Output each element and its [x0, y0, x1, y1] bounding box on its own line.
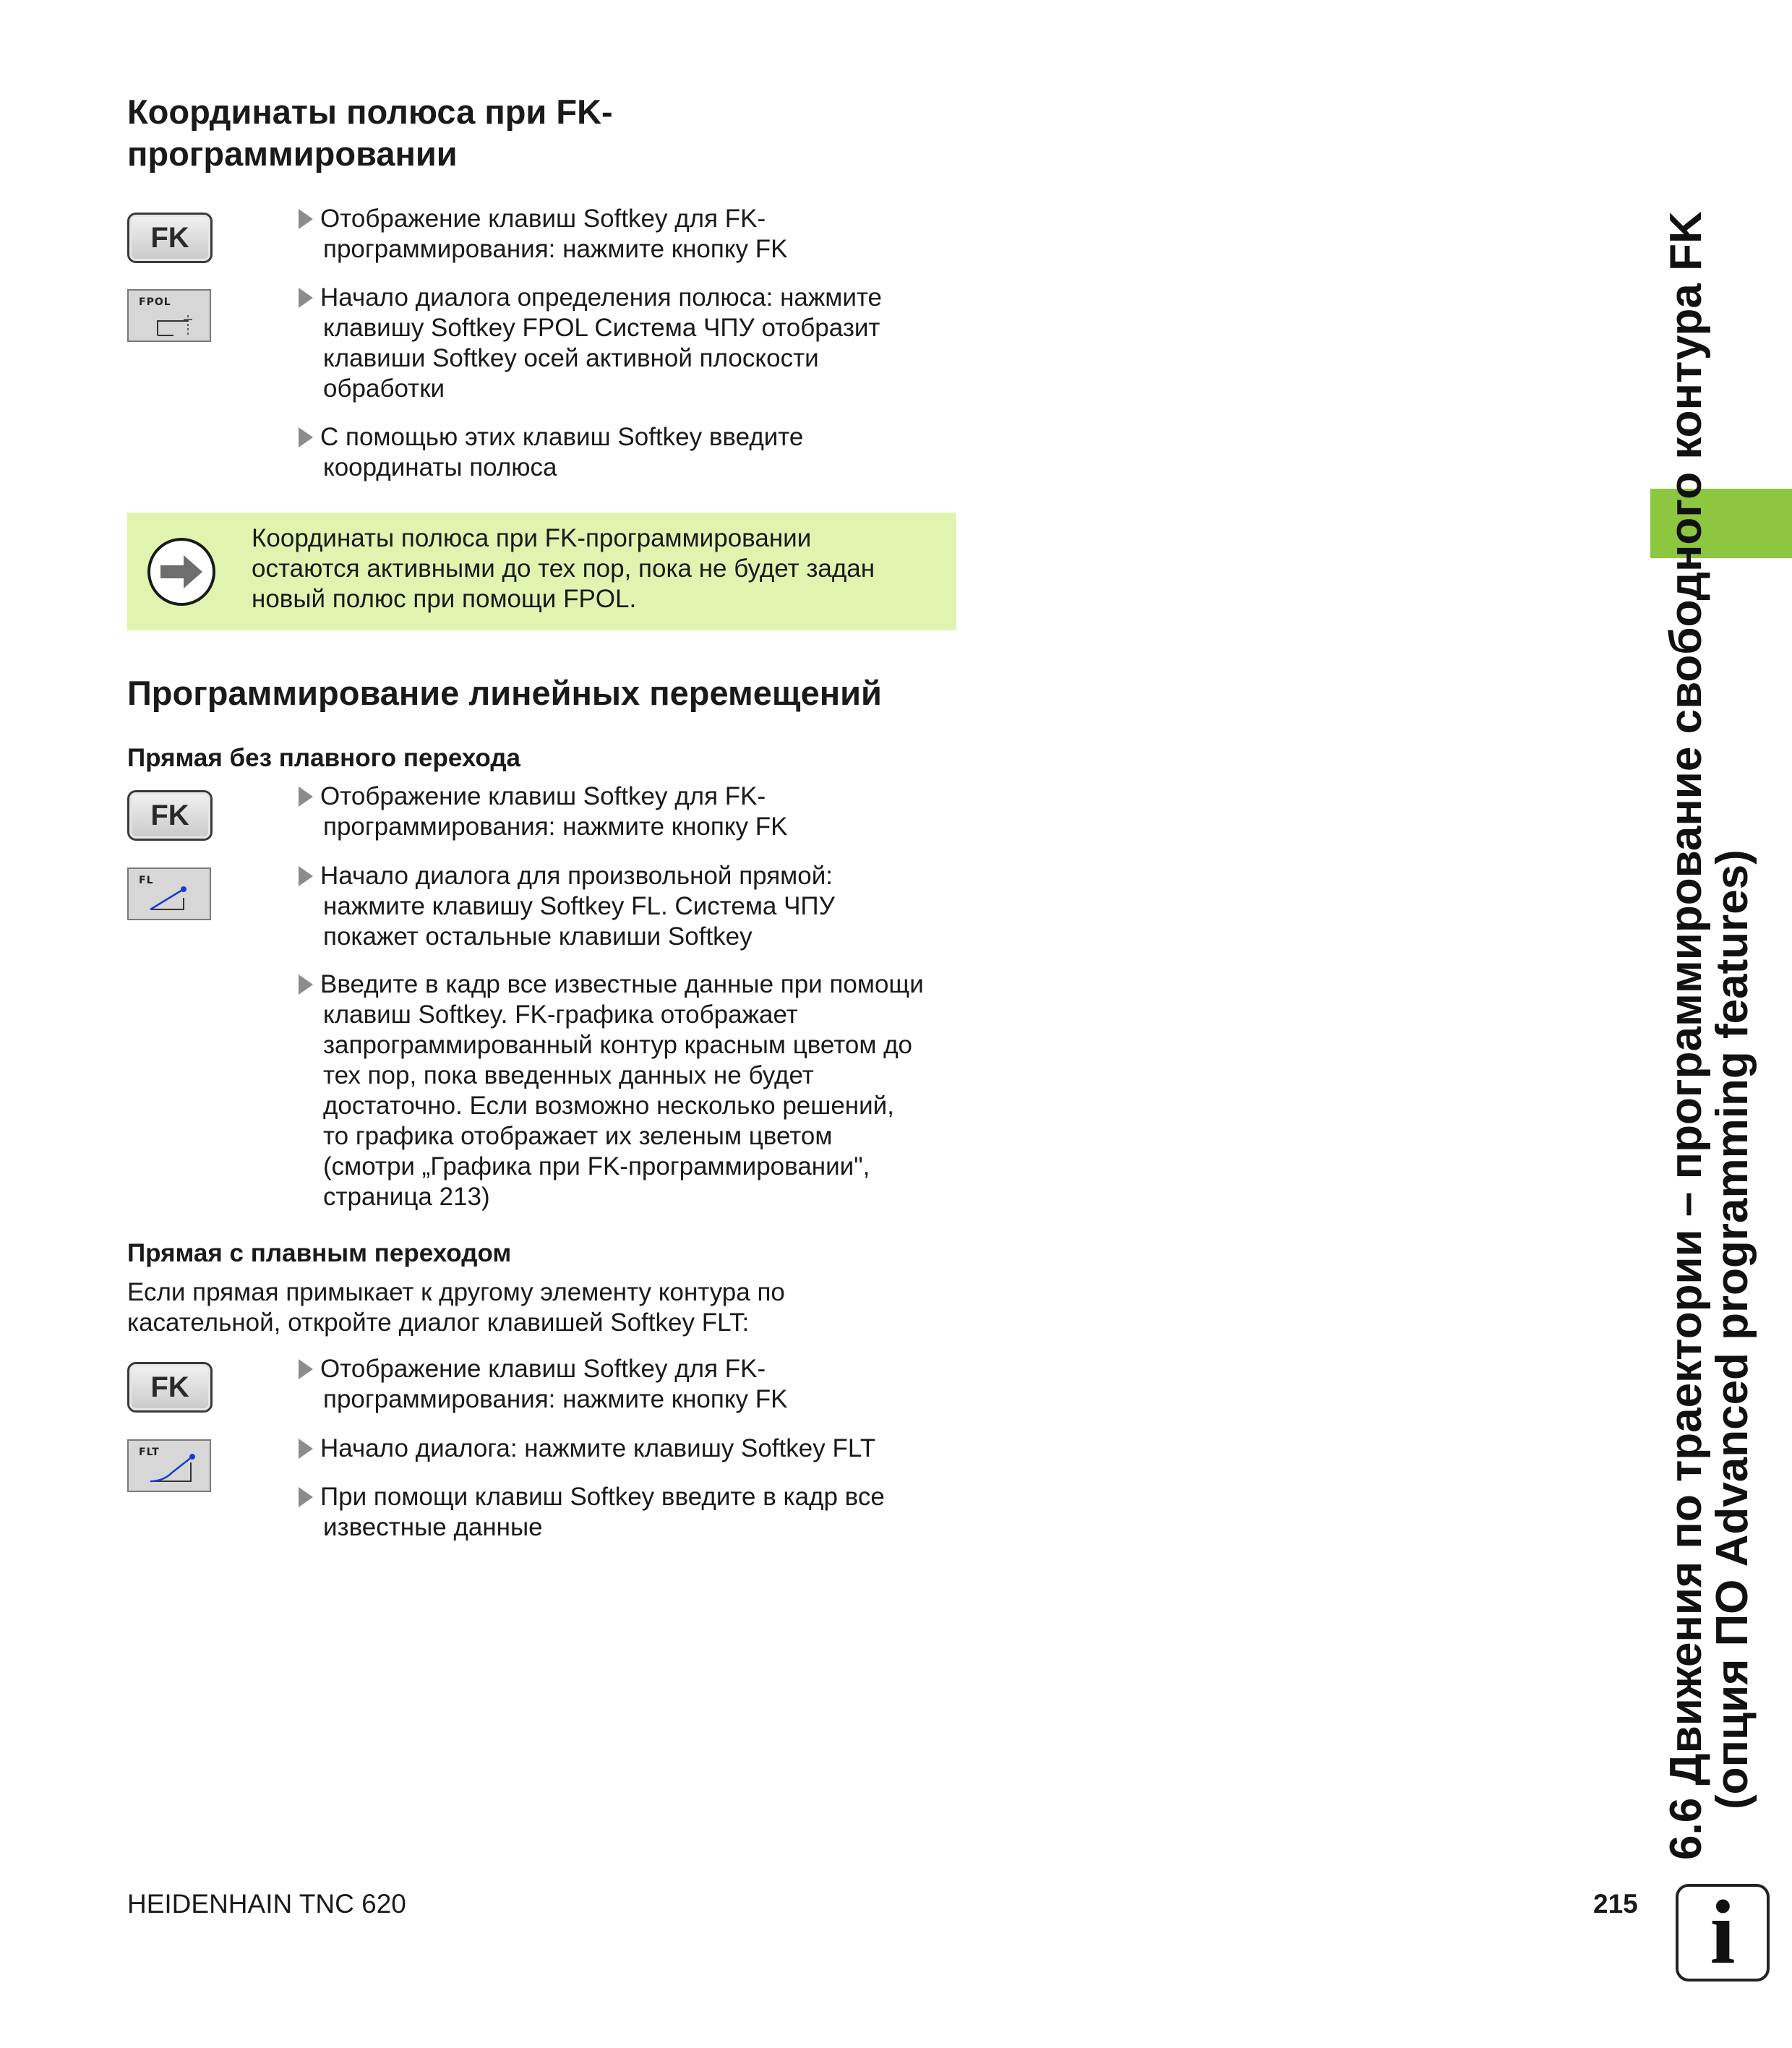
- pole-step-1-text: Отображение клавиш Softkey для FK- программирования: нажмите кнопку FK: [320, 205, 788, 263]
- section-title-line1: Координаты полюса при FK-: [127, 93, 613, 131]
- page-number: 215: [1593, 1889, 1638, 1919]
- fl-step-3-text: Введите в кадр все известные данные при помощи клавиш Softkey. FK-графика отображает запрограммированный контур красным цветом до тех пор, пока введенных данных не будет достаточно. Если возможно несколько решений, то графика отображает их зеленым цветом (смотри „Графика при FK-программировании", страница 213): [320, 970, 924, 1211]
- bullet-arrow-icon: [299, 787, 313, 807]
- flt-step-2: [299, 1434, 964, 1464]
- bullet-arrow-icon: [299, 1359, 313, 1379]
- flt-step-3-text: При помощи клавиш Softkey введите в кадр все известные данные: [320, 1483, 885, 1541]
- fl-softkey-label: FL: [139, 875, 154, 886]
- fk-key-label: FK: [150, 1371, 189, 1403]
- pole-step-3-text: С помощью этих клавиш Softkey введите координаты полюса: [320, 423, 804, 481]
- flt-step-1: [299, 1354, 964, 1415]
- info-icon-label: i: [1710, 1882, 1736, 1983]
- flt-step-3: [299, 1482, 964, 1543]
- section-title-pole: [127, 91, 613, 175]
- bullet-arrow-icon: [299, 427, 313, 447]
- fk-key-label: FK: [150, 222, 189, 254]
- fl-step-1-text: Отображение клавиш Softkey для FK- программирования: нажмите кнопку FK: [320, 782, 788, 841]
- chapter-title-line2: (опция ПО Advanced programming features): [1707, 849, 1757, 1809]
- note-text: Координаты полюса при FK-программировании остаются активными до тех пор, пока не будет задан новый полюс при помощи FPOL.: [252, 524, 875, 613]
- flt-step-2-text: Начало диалога: нажмите клавишу Softkey FLT: [320, 1434, 876, 1462]
- fl-step-3: [299, 969, 964, 1212]
- fk-key-icon: [127, 1362, 213, 1413]
- bullet-arrow-icon: [299, 1439, 313, 1459]
- footer-product-name: HEIDENHAIN TNC 620: [127, 1889, 406, 1919]
- fk-key-label: FK: [150, 800, 189, 831]
- bullet-arrow-icon: [299, 288, 313, 308]
- fl-step-2-text: Начало диалога для произвольной прямой: нажмите клавишу Softkey FL. Система ЧПУ покажет остальные клавиши Softkey: [320, 862, 835, 951]
- fl-softkey-icon: [127, 867, 211, 920]
- flt-softkey-label: FLT: [139, 1447, 160, 1458]
- chapter-title-line1: 6.6 Движения по траектории – программирование свободного контура FK: [1661, 211, 1711, 1860]
- bullet-arrow-icon: [299, 866, 313, 886]
- pole-step-2-text: Начало диалога определения полюса: нажмите клавишу Softkey FPOL Система ЧПУ отобразит клавиши Softkey осей активной плоскости обработки: [320, 283, 882, 403]
- bullet-arrow-icon: [299, 974, 313, 995]
- flt-step-1-text: Отображение клавиш Softkey для FK- программирования: нажмите кнопку FK: [320, 1355, 788, 1413]
- fl-step-2: [299, 861, 964, 952]
- chapter-side-title: [1663, 89, 1779, 1860]
- pole-step-2: [299, 283, 964, 404]
- pole-step-3: [299, 422, 964, 483]
- subsection-title-tangential: Прямая с плавным переходом: [127, 1239, 512, 1267]
- bullet-arrow-icon: [299, 209, 313, 229]
- section-title-linear: Программирование линейных перемещений: [127, 674, 882, 712]
- arrow-right-circle-icon: [146, 536, 217, 607]
- fl-step-1: [299, 781, 964, 842]
- note-box: [127, 513, 956, 630]
- tangential-intro-text: Если прямая примыкает к другому элементу контура по касательной, откройте диалог клавишей Softkey FLT:: [127, 1278, 785, 1337]
- subsection-title-no-transition: Прямая без плавного перехода: [127, 744, 521, 772]
- fk-key-icon: [127, 213, 213, 263]
- bullet-arrow-icon: [299, 1487, 313, 1507]
- fk-key-icon: [127, 790, 213, 841]
- section-title-line2: программировании: [127, 134, 458, 173]
- fpol-softkey-icon: [127, 289, 211, 342]
- pole-step-1: [299, 204, 964, 265]
- fpol-softkey-label: FPOL: [139, 296, 171, 308]
- flt-softkey-icon: [127, 1439, 211, 1492]
- info-icon: [1676, 1884, 1770, 1981]
